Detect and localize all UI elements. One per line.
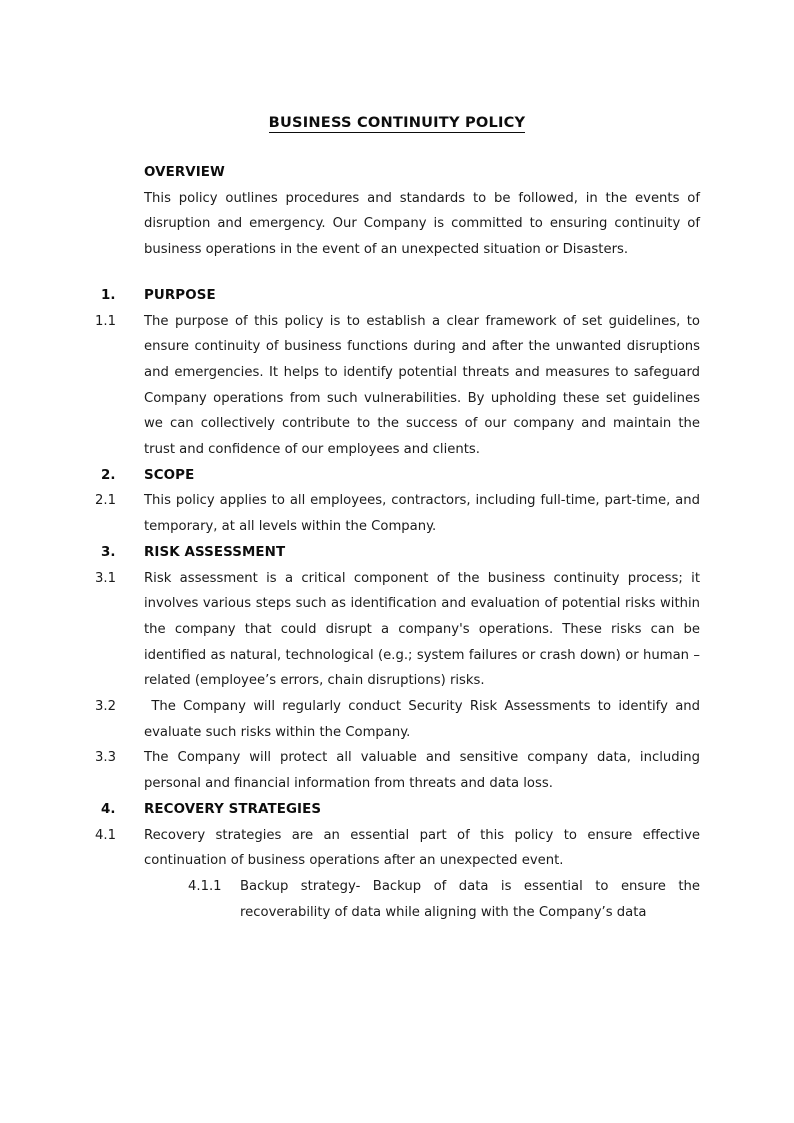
section-heading-scope: [94, 463, 700, 489]
clause-number: 4.1: [95, 827, 116, 843]
clause-3-2: [94, 694, 705, 745]
clause-1-1: [94, 309, 700, 463]
clause-text: Recovery strategies are an essential part of this policy to ensure effective continuation of business operations after an unexpected event.: [144, 827, 700, 869]
section-title: RISK ASSESSMENT: [144, 544, 286, 560]
section-number: 3.: [101, 544, 116, 560]
subclause-text: Backup strategy- Backup of data is essential to ensure the recoverability of data while aligning with the Company’s data: [240, 878, 700, 920]
clause-number: 2.1: [95, 493, 116, 509]
section-number: 2.: [101, 467, 116, 483]
section-heading-overview: OVERVIEW: [144, 165, 225, 180]
section-number: 1.: [101, 287, 116, 303]
clause-3-3: [94, 745, 700, 796]
clause-2-1: [94, 488, 700, 539]
clause-text: This policy applies to all employees, contractors, including full-time, part-time, and temporary, at all levels within the Company.: [144, 493, 700, 535]
paragraph-overview: This policy outlines procedures and standards to be followed, in the events of disruption and emergency. Our Company is committed to ensuring continuity of business operations in the event of an unexpected situation or Disasters.: [144, 190, 700, 258]
section-title: PURPOSE: [144, 287, 216, 303]
clause-4-1: [94, 823, 700, 874]
subclause-number: 4.1.1: [188, 878, 222, 894]
page-title: [94, 114, 700, 133]
clause-text: The Company will protect all valuable and sensitive company data, including personal and financial information from threats and data loss.: [144, 750, 700, 792]
clause-number: 3.3: [95, 750, 116, 766]
section-number: 4.: [101, 801, 116, 817]
clause-text: Risk assessment is a critical component of the business continuity process; it involves various steps such as identification and evaluation of potential risks within the company that could disrupt a company's operations. These risks can be identified as natural, technological (e.g.; system failures or crash down) or human –related (employee’s errors, chain disruptions) risks.: [144, 570, 700, 689]
clause-text: The Company will regularly conduct Security Risk Assessments to identify and evaluate such risks within the Company.: [144, 699, 705, 740]
clause-number: 3.1: [95, 570, 116, 586]
clause-number: 3.2: [95, 699, 116, 715]
section-title: RECOVERY STRATEGIES: [144, 801, 322, 817]
section-title: SCOPE: [144, 467, 195, 483]
document-body: [94, 160, 705, 925]
section-heading-recovery-strategies: [94, 797, 700, 823]
section-heading-risk-assessment: [94, 540, 700, 566]
clause-text: The purpose of this policy is to establish a clear framework of set guidelines, to ensure continuity of business functions during and after the unwanted disruptions and emergencies. It helps to identify potential threats and measures to safeguard Company operations from such vulnerabilities. By upholding these set guidelines we can collectively contribute to the success of our company and maintain the trust and confidence of our employees and clients.: [144, 313, 700, 458]
page-title-text: BUSINESS CONTINUITY POLICY: [268, 114, 526, 131]
clause-number: 1.1: [95, 313, 116, 329]
clause-3-1: [94, 566, 700, 695]
clause-4-1-1: [188, 874, 700, 925]
section-heading-purpose: [94, 283, 700, 309]
